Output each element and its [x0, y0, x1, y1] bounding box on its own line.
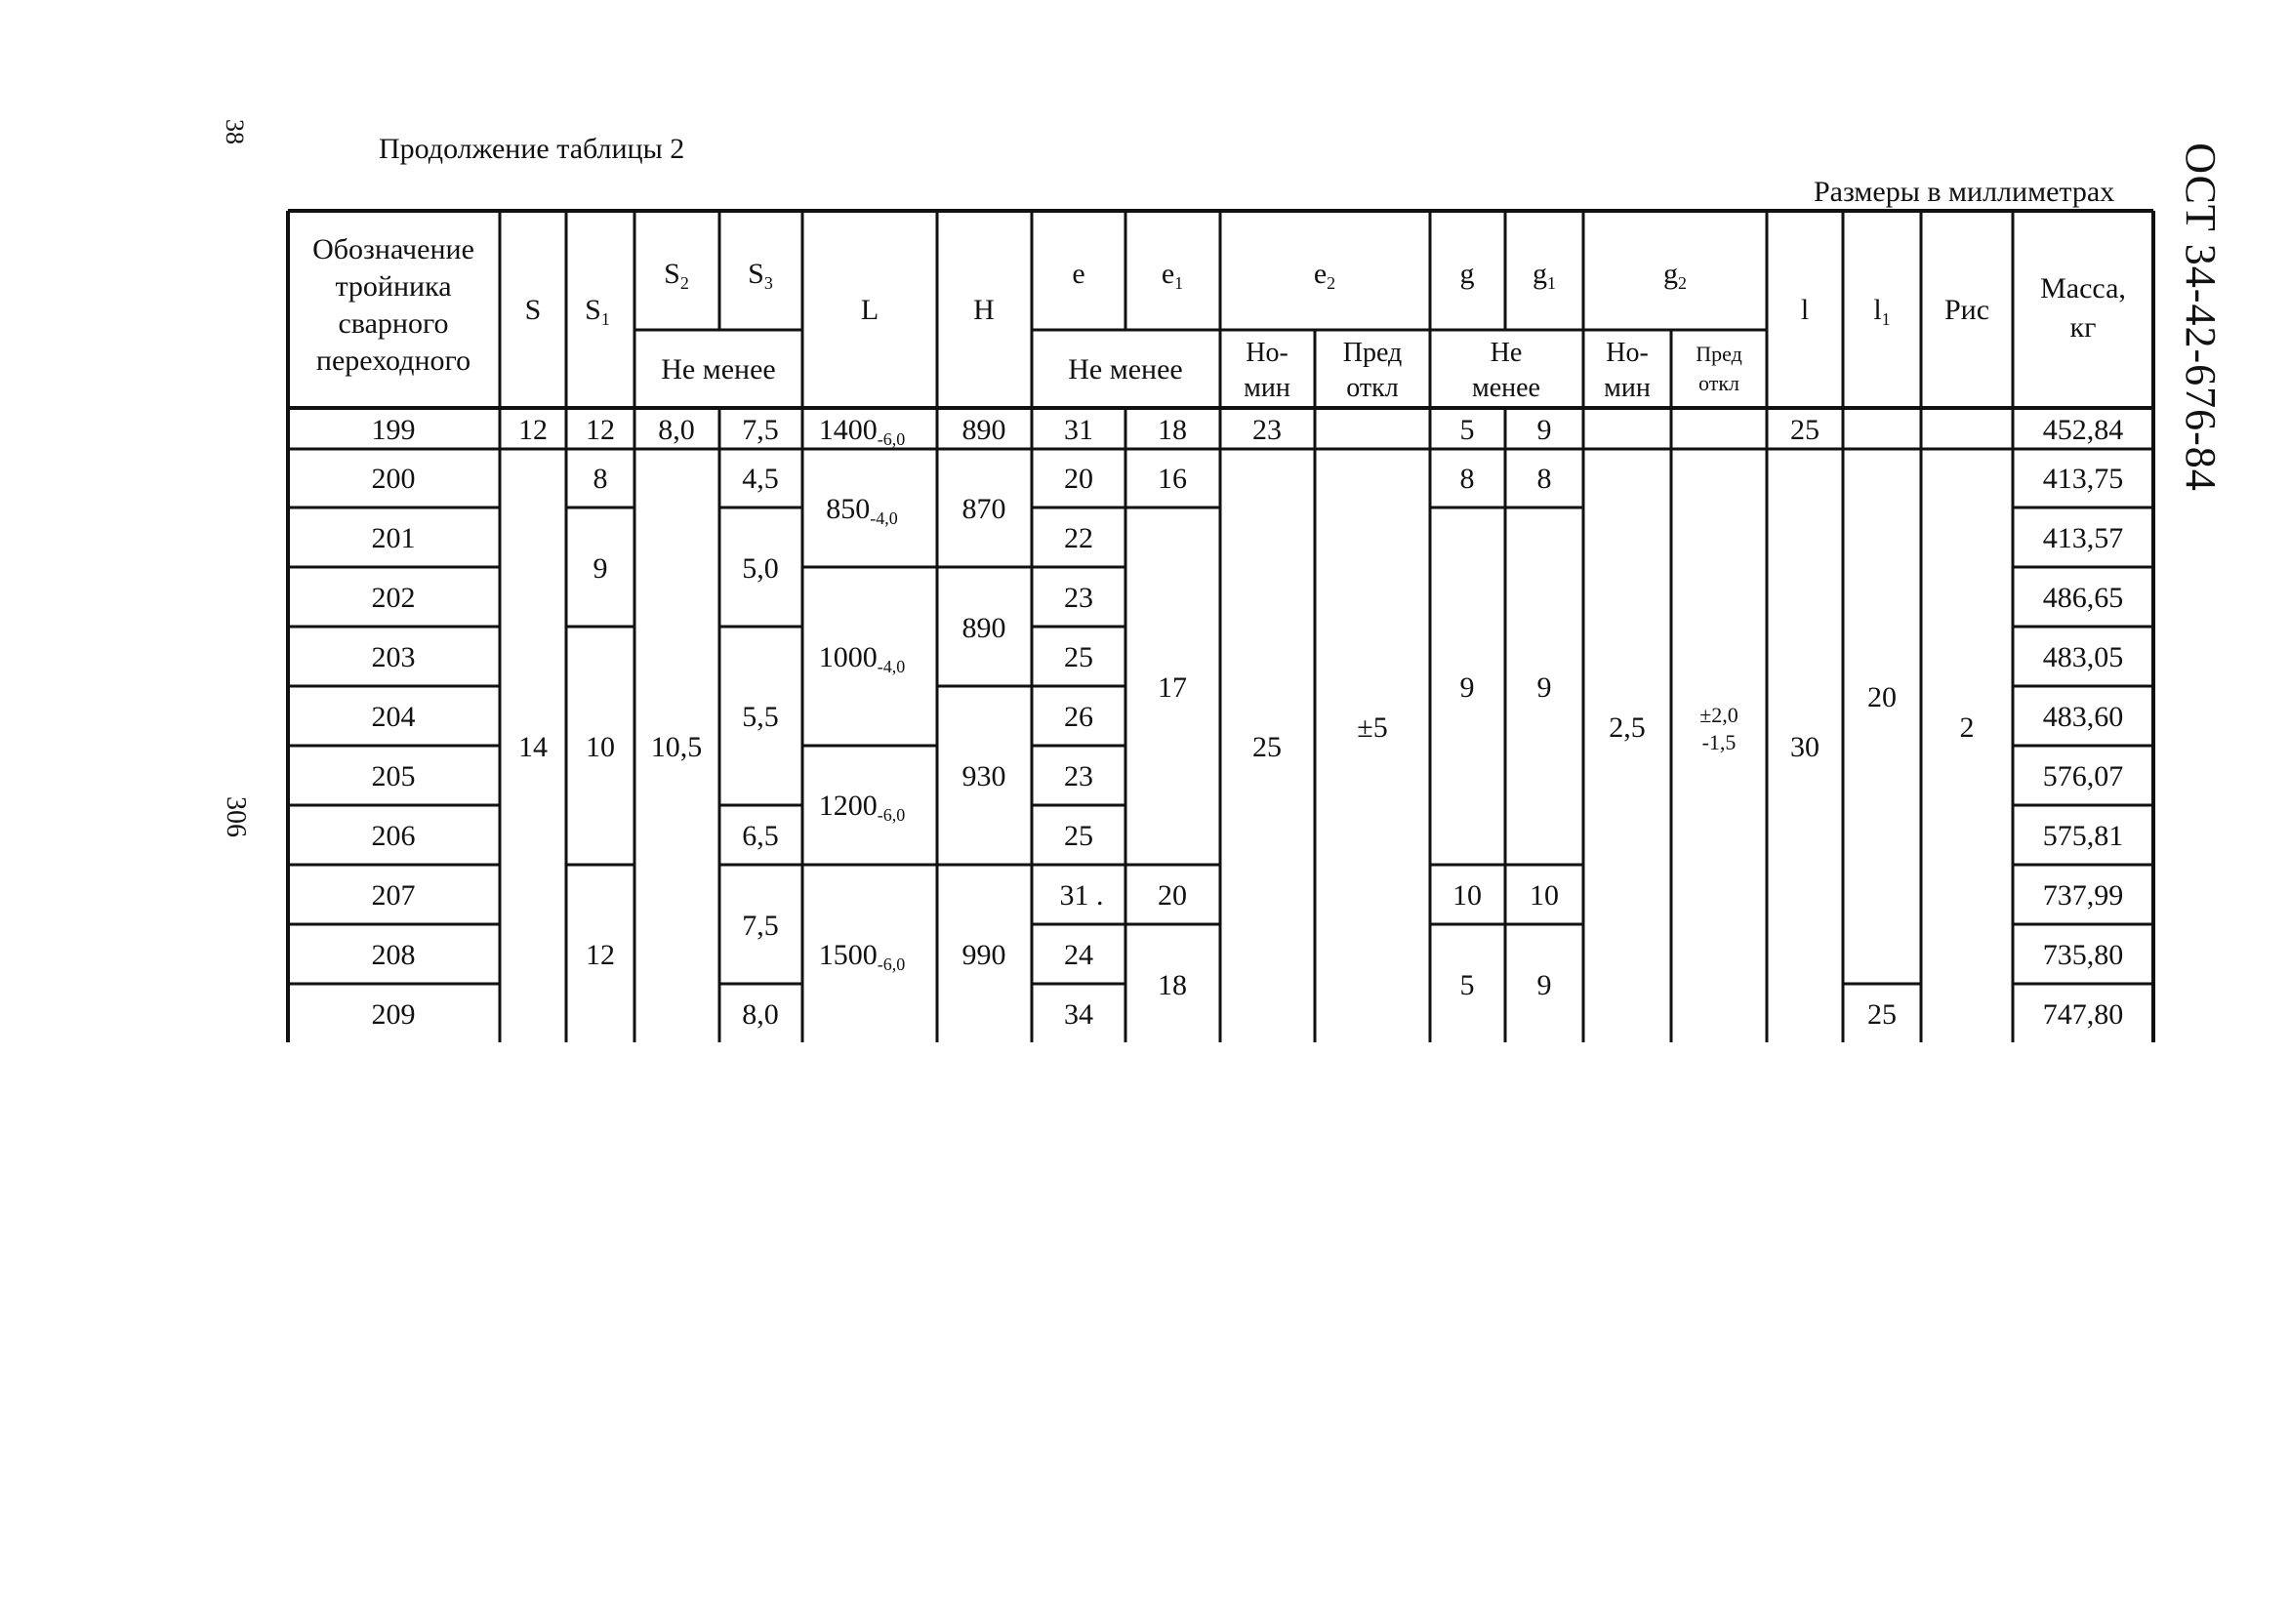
header-l1: $l_1$	[1873, 294, 1891, 329]
h-cell: 890	[961, 414, 1006, 446]
designation-cell: 203	[371, 641, 416, 673]
g1-cell: 9	[1536, 414, 1552, 446]
mass-cell: 575,81	[2042, 820, 2124, 852]
header-e2-dev-line2: откл	[1346, 373, 1399, 403]
header-g2-nom-line2: мин	[1604, 373, 1651, 403]
e-cell: 26	[1064, 701, 1093, 733]
header-S: S	[524, 294, 542, 326]
header-mass-line1: Масса,	[2040, 272, 2126, 304]
header-L: L	[860, 294, 879, 326]
l-cell: 30	[1790, 731, 1820, 763]
e-cell: 31 .	[1059, 879, 1104, 912]
header-fig: Рис	[1943, 294, 1990, 326]
s3-cell: 6,5	[742, 820, 779, 852]
header-designation-line3: сварного	[338, 307, 449, 340]
e1-cell: 20	[1158, 879, 1187, 912]
h-cell: 890	[961, 612, 1006, 644]
g-cell: 8	[1459, 463, 1475, 495]
header-e2-nom-line1: Но-	[1246, 338, 1288, 368]
g2-deviation-upper: ±2,0	[1699, 703, 1738, 727]
s1-cell: 10	[586, 731, 615, 763]
h-cell: 990	[961, 939, 1006, 971]
header-not-less-g-line2: менее	[1472, 373, 1540, 403]
l-length-cell: $1200_{-6,0}$	[818, 790, 906, 825]
e1-cell: 17	[1158, 671, 1187, 704]
e-cell: 24	[1064, 939, 1093, 971]
s3-cell: 7,5	[742, 910, 779, 942]
mass-cell: 747,80	[2042, 998, 2124, 1031]
mass-cell: 483,60	[2042, 701, 2124, 733]
mass-cell: 735,80	[2042, 939, 2124, 971]
l1-cell: 25	[1867, 998, 1897, 1031]
page-number-top: 38	[221, 119, 249, 144]
mass-cell: 576,07	[2042, 760, 2124, 792]
header-e: e	[1072, 258, 1085, 290]
g1-cell: 8	[1536, 463, 1552, 495]
header-e2: $e_2$	[1313, 258, 1336, 293]
g-cell: 5	[1459, 969, 1475, 1001]
g2-nominal-cell: 2,5	[1609, 711, 1646, 744]
designation-cell: 205	[371, 760, 416, 792]
header-e1: $e_1$	[1161, 258, 1184, 293]
l-length-cell: $1400_{-6,0}$	[818, 414, 906, 449]
table-grid	[288, 211, 2153, 1042]
mass-cell: 486,65	[2042, 582, 2124, 614]
designation-cell: 204	[371, 701, 416, 733]
designation-cell: 208	[371, 939, 416, 971]
g1-cell: 9	[1536, 671, 1552, 704]
s3-cell: 4,5	[742, 463, 779, 495]
header-not-less-e: Не менее	[1068, 353, 1183, 386]
s3-cell: 7,5	[742, 414, 779, 446]
e-cell: 25	[1064, 641, 1093, 673]
header-g1: $g_1$	[1533, 258, 1556, 293]
page-number-side: 306	[221, 796, 251, 837]
designation-cell: 207	[371, 879, 416, 912]
header-S3: $S_3$	[748, 258, 773, 293]
header-H: H	[973, 294, 995, 326]
e1-cell: 18	[1158, 969, 1187, 1001]
header-designation-line1: Обозначение	[312, 233, 474, 265]
mass-cell: 413,57	[2042, 522, 2124, 554]
e2-nominal-cell: 23	[1252, 414, 1282, 446]
designation-cell: 200	[371, 463, 416, 495]
e-cell: 20	[1064, 463, 1093, 495]
e-cell: 23	[1064, 760, 1093, 792]
l-length-cell: $850_{-4,0}$	[826, 493, 898, 528]
l1-cell: 20	[1867, 681, 1897, 713]
s1-cell: 12	[586, 939, 615, 971]
s-cell: 12	[518, 414, 548, 446]
mass-cell: 413,75	[2042, 463, 2124, 495]
e2-deviation-cell: ±5	[1357, 711, 1388, 744]
header-l: l	[1800, 294, 1810, 326]
header-e2-dev-line1: Пред	[1342, 338, 1403, 368]
designation-cell: 201	[371, 522, 416, 554]
e1-cell: 18	[1158, 414, 1187, 446]
s3-cell: 5,5	[742, 701, 779, 733]
header-designation-line4: переходного	[315, 345, 471, 377]
designation-cell: 202	[371, 582, 416, 614]
designation-cell: 199	[371, 414, 416, 446]
document-code: ОСТ 34-42-676-84	[2177, 142, 2225, 492]
g-cell: 10	[1452, 879, 1482, 912]
figure-cell: 2	[1959, 711, 1975, 744]
header-g: g	[1459, 258, 1475, 290]
s3-cell: 5,0	[742, 552, 779, 585]
s2-cell: 8,0	[658, 414, 695, 446]
g2-deviation-lower: -1,5	[1701, 730, 1737, 754]
l-length-cell: $1000_{-4,0}$	[818, 641, 906, 676]
g1-cell: 10	[1530, 879, 1559, 912]
s3-cell: 8,0	[742, 998, 779, 1031]
g-cell: 5	[1459, 414, 1475, 446]
g1-cell: 9	[1536, 969, 1552, 1001]
header-g2: $g_2$	[1663, 258, 1687, 293]
designation-cell: 209	[371, 998, 416, 1031]
designation-cell: 206	[371, 820, 416, 852]
l-cell: 25	[1790, 414, 1820, 446]
e-cell: 25	[1064, 820, 1093, 852]
h-cell: 930	[961, 760, 1006, 792]
e1-cell: 16	[1158, 463, 1187, 495]
mass-cell: 737,99	[2042, 879, 2124, 912]
header-e2-nom-line2: мин	[1244, 373, 1290, 403]
s-cell: 14	[518, 731, 548, 763]
table-caption: Продолжение таблицы 2	[379, 133, 685, 165]
header-not-less-g-line1: Не	[1490, 338, 1523, 368]
s2-cell: 10,5	[650, 731, 703, 763]
header-S1: $S_1$	[585, 294, 610, 329]
s1-cell: 12	[586, 414, 615, 446]
header-g2-dev-line1: Пред	[1696, 342, 1742, 366]
mass-cell: 452,84	[2042, 414, 2124, 446]
mass-cell: 483,05	[2042, 641, 2124, 673]
header-not-less-s: Не менее	[661, 353, 776, 386]
header-g2-dev-line2: откл	[1698, 371, 1739, 395]
header-designation-line2: тройника	[335, 270, 452, 303]
header-mass-line2: кг	[2069, 311, 2097, 344]
e-cell: 23	[1064, 582, 1093, 614]
h-cell: 870	[961, 493, 1006, 525]
s1-cell: 9	[593, 552, 608, 585]
l-length-cell: $1500_{-6,0}$	[818, 939, 906, 974]
units-note: Размеры в миллиметрах	[1814, 176, 2115, 208]
e2-nominal-cell: 25	[1252, 731, 1282, 763]
e-cell: 34	[1064, 998, 1093, 1031]
header-S2: $S_2$	[664, 258, 689, 293]
e-cell: 22	[1064, 522, 1093, 554]
e-cell: 31	[1064, 414, 1093, 446]
s1-cell: 8	[593, 463, 608, 495]
g-cell: 9	[1459, 671, 1475, 704]
header-g2-nom-line1: Но-	[1606, 338, 1649, 368]
